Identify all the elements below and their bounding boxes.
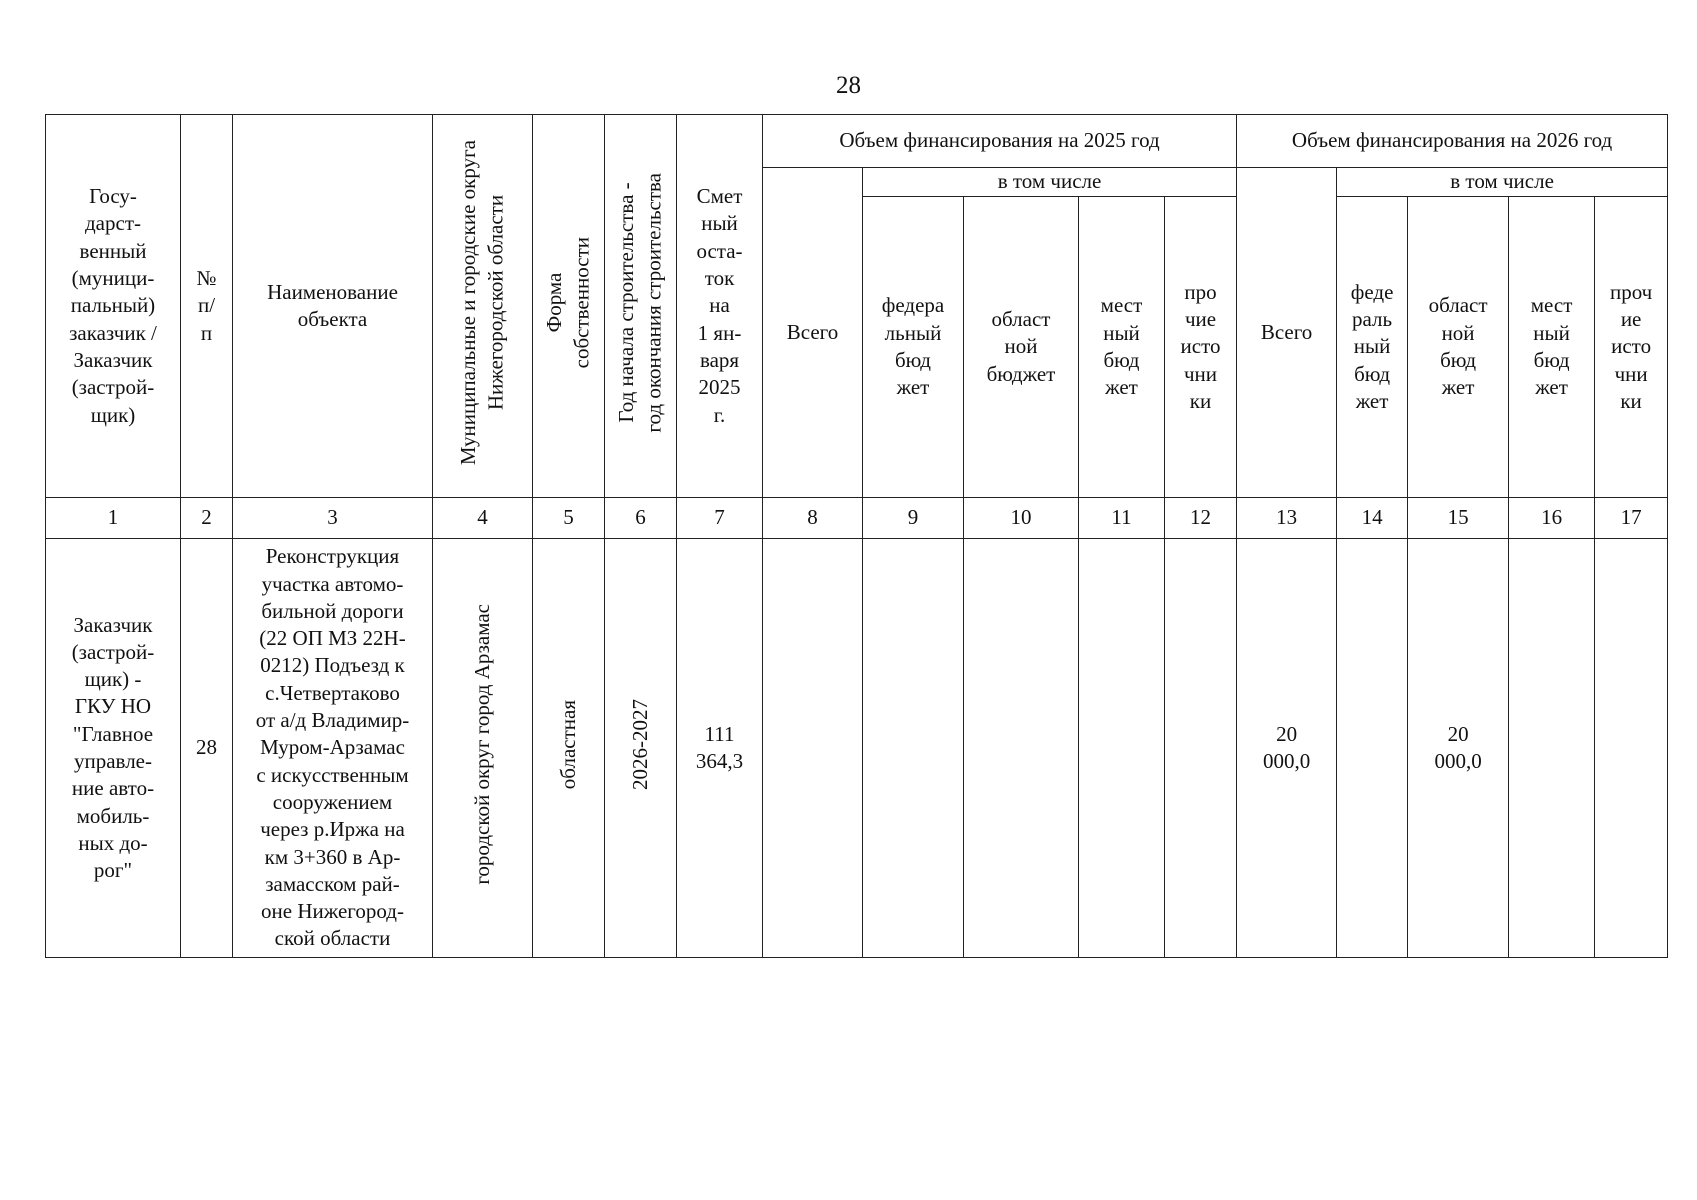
page-number: 28 [836, 72, 861, 99]
cell-federal-2025 [863, 539, 964, 958]
header-other-2025: про чие исто чни ки [1165, 197, 1237, 498]
header-federal-2026: феде раль ный бюд жет [1337, 197, 1408, 498]
header-years [605, 115, 677, 498]
cell-estimate: 111 364,3 [677, 539, 763, 958]
table-row [46, 539, 1668, 958]
header-funding-2026: Объем финансирования на 2026 год [1237, 115, 1668, 168]
column-number: 17 [1595, 498, 1668, 539]
header-customer: Госу- дарст- венный (муници- пальный) заказчик / Заказчик (застрой- щик) [46, 115, 181, 498]
column-number: 13 [1237, 498, 1337, 539]
cell-number: 28 [181, 539, 233, 958]
cell-ownership-text: областная [555, 699, 580, 789]
cell-local-2026 [1509, 539, 1595, 958]
header-total-2026: Всего [1237, 168, 1337, 498]
cell-local-2025 [1079, 539, 1165, 958]
column-number: 7 [677, 498, 763, 539]
header-federal-2025: федера льный бюд жет [863, 197, 964, 498]
column-number: 10 [964, 498, 1079, 539]
column-number: 4 [433, 498, 533, 539]
cell-regional-2025 [964, 539, 1079, 958]
header-years-text: Год начала строительства - год окончания строительства [614, 172, 666, 433]
cell-regional-2026: 20 000,0 [1408, 539, 1509, 958]
cell-years [605, 539, 677, 958]
column-number: 11 [1079, 498, 1165, 539]
cell-customer: Заказчик (застрой- щик) - ГКУ НО "Главное управле- ние авто- мобиль- ных до- рог" [46, 539, 181, 958]
header-regional-2026: област ной бюд жет [1408, 197, 1509, 498]
header-funding-2025: Объем финансирования на 2025 год [763, 115, 1237, 168]
column-number: 6 [605, 498, 677, 539]
column-number: 2 [181, 498, 233, 539]
column-number: 12 [1165, 498, 1237, 539]
header-municipal-text: Муниципальные и городские округа Нижегородской области [456, 139, 508, 465]
header-municipal [433, 115, 533, 498]
column-number: 9 [863, 498, 964, 539]
column-number: 15 [1408, 498, 1509, 539]
header-object-name: Наименование объекта [233, 115, 433, 498]
column-numbers-row [46, 498, 1668, 539]
header-including-2026: в том числе [1337, 168, 1668, 197]
column-number: 8 [763, 498, 863, 539]
cell-municipal-text: городской округ город Арзамас [469, 604, 494, 885]
column-number: 3 [233, 498, 433, 539]
header-ownership [533, 115, 605, 498]
header-row-groups [46, 115, 1668, 168]
header-number: № п/ п [181, 115, 233, 498]
header-local-2025: мест ный бюд жет [1079, 197, 1165, 498]
cell-object-name: Реконструкция участка автомо- бильной дороги (22 ОП МЗ 22Н- 0212) Подъезд к с.Четвертаково от а/д Владимир- Муром-Арзамас с искусственным сооружением через р.Иржа на км 3+360 в Ар- замасском рай- оне Нижегород- ской области [233, 539, 433, 958]
header-including-2025: в том числе [863, 168, 1237, 197]
cell-municipal [433, 539, 533, 958]
cell-federal-2026 [1337, 539, 1408, 958]
header-estimate: Смет ный оста- ток на 1 ян- варя 2025 г. [677, 115, 763, 498]
header-other-2026: проч ие исто чни ки [1595, 197, 1668, 498]
cell-total-2025 [763, 539, 863, 958]
cell-other-2026 [1595, 539, 1668, 958]
column-number: 16 [1509, 498, 1595, 539]
column-number: 5 [533, 498, 605, 539]
investment-table [45, 114, 1668, 958]
header-total-2025: Всего [763, 168, 863, 498]
header-ownership-text: Форма собственности [542, 236, 594, 369]
cell-ownership [533, 539, 605, 958]
cell-years-text: 2026-2027 [627, 698, 652, 790]
header-regional-2025: област ной бюджет [964, 197, 1079, 498]
column-number: 1 [46, 498, 181, 539]
cell-total-2026: 20 000,0 [1237, 539, 1337, 958]
cell-other-2025 [1165, 539, 1237, 958]
column-number: 14 [1337, 498, 1408, 539]
header-local-2026: мест ный бюд жет [1509, 197, 1595, 498]
